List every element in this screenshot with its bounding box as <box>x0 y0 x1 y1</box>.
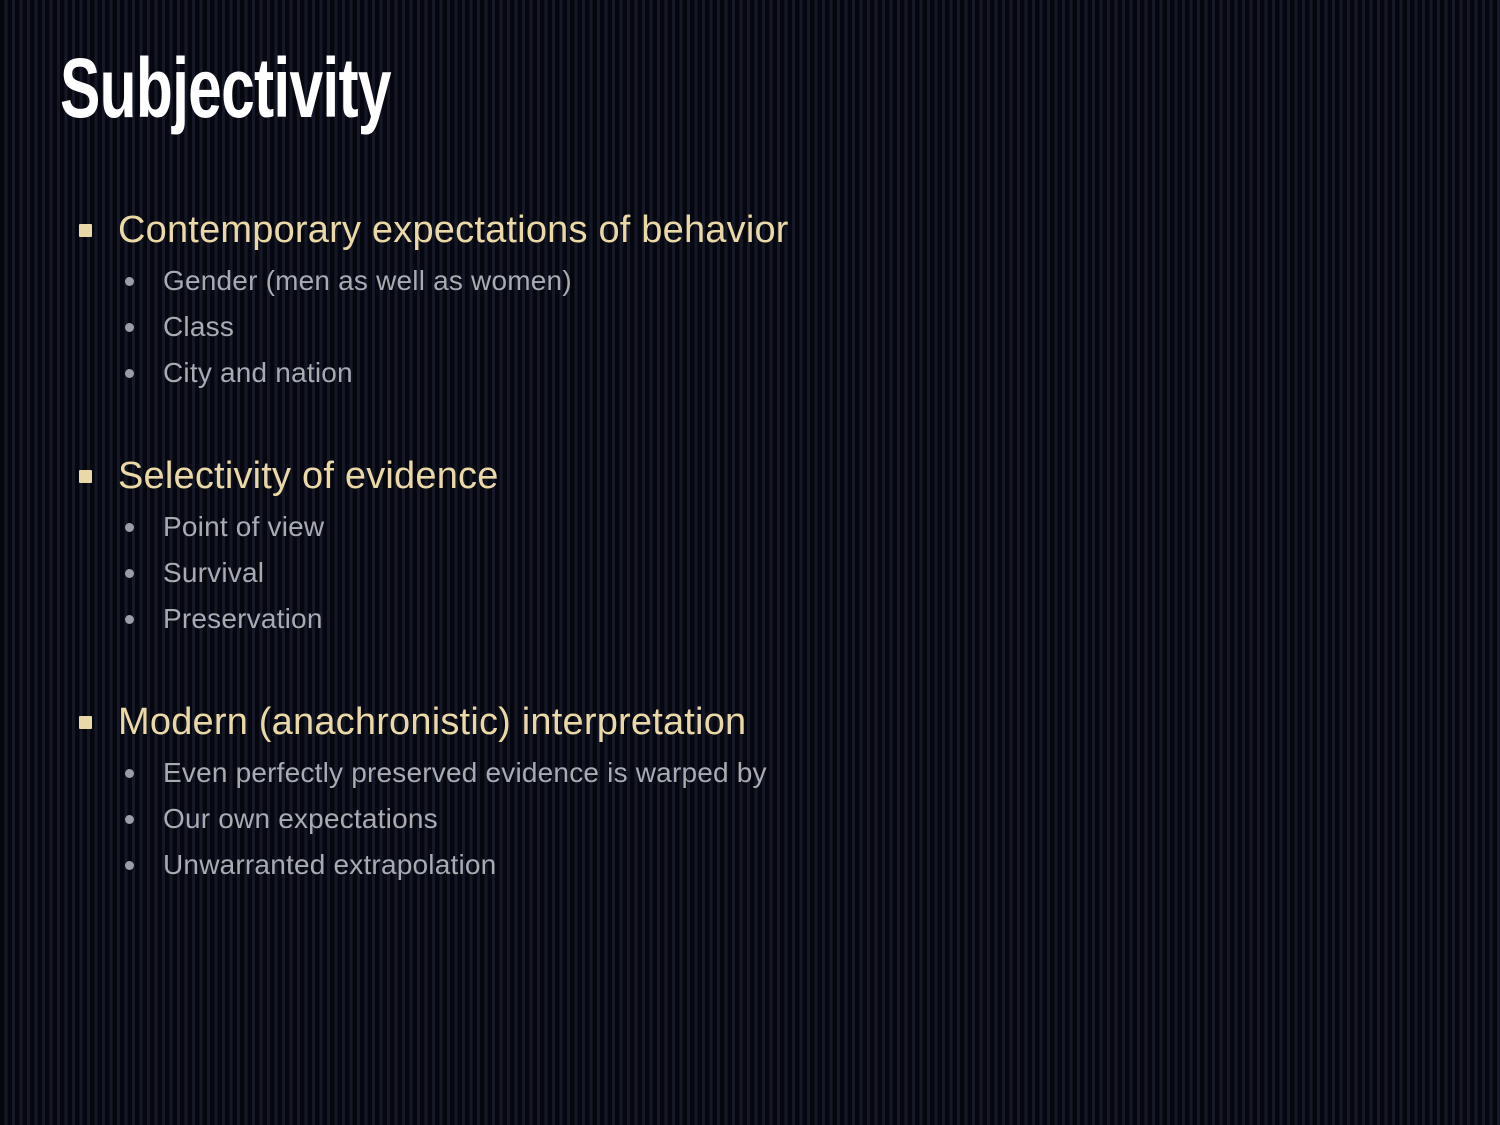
dot-bullet-icon <box>125 323 134 332</box>
section-heading: Selectivity of evidence <box>118 454 499 497</box>
list-item <box>0 796 1500 842</box>
bullet-section-3 <box>0 697 1500 888</box>
list-item-text: Even perfectly preserved evidence is warped by <box>163 757 767 788</box>
list-item <box>0 550 1500 596</box>
list-item <box>0 842 1500 888</box>
list-item-text: Unwarranted extrapolation <box>163 849 497 880</box>
dot-bullet-icon <box>125 369 134 378</box>
sub-bullet-list <box>0 750 1500 888</box>
list-item <box>0 304 1500 350</box>
list-item-text: Preservation <box>163 603 323 634</box>
dot-bullet-icon <box>125 277 134 286</box>
dot-bullet-icon <box>125 523 134 532</box>
dot-bullet-icon <box>125 615 134 624</box>
list-item <box>0 504 1500 550</box>
dot-bullet-icon <box>125 861 134 870</box>
section-heading: Modern (anachronistic) interpretation <box>118 700 747 743</box>
list-item <box>0 750 1500 796</box>
square-bullet-icon <box>79 470 92 483</box>
dot-bullet-icon <box>125 569 134 578</box>
sub-bullet-list <box>0 258 1500 396</box>
bullet-section-2 <box>0 451 1500 642</box>
list-item-text: Point of view <box>163 511 325 542</box>
list-item-text: Gender (men as well as women) <box>163 265 572 296</box>
list-item-text: City and nation <box>163 357 353 388</box>
list-item-text: Survival <box>163 557 265 588</box>
dot-bullet-icon <box>125 815 134 824</box>
slide-body <box>0 205 1500 888</box>
list-item-text: Class <box>163 311 235 342</box>
slide-title: Subjectivity <box>60 41 391 135</box>
list-item <box>0 596 1500 642</box>
dot-bullet-icon <box>125 769 134 778</box>
section-heading-row <box>0 205 1500 255</box>
list-item-text: Our own expectations <box>163 803 438 834</box>
bullet-section-1 <box>0 205 1500 396</box>
section-heading-row <box>0 451 1500 501</box>
list-item <box>0 258 1500 304</box>
section-heading: Contemporary expectations of behavior <box>118 208 789 251</box>
square-bullet-icon <box>79 224 92 237</box>
sub-bullet-list <box>0 504 1500 642</box>
list-item <box>0 350 1500 396</box>
square-bullet-icon <box>79 716 92 729</box>
section-heading-row <box>0 697 1500 747</box>
